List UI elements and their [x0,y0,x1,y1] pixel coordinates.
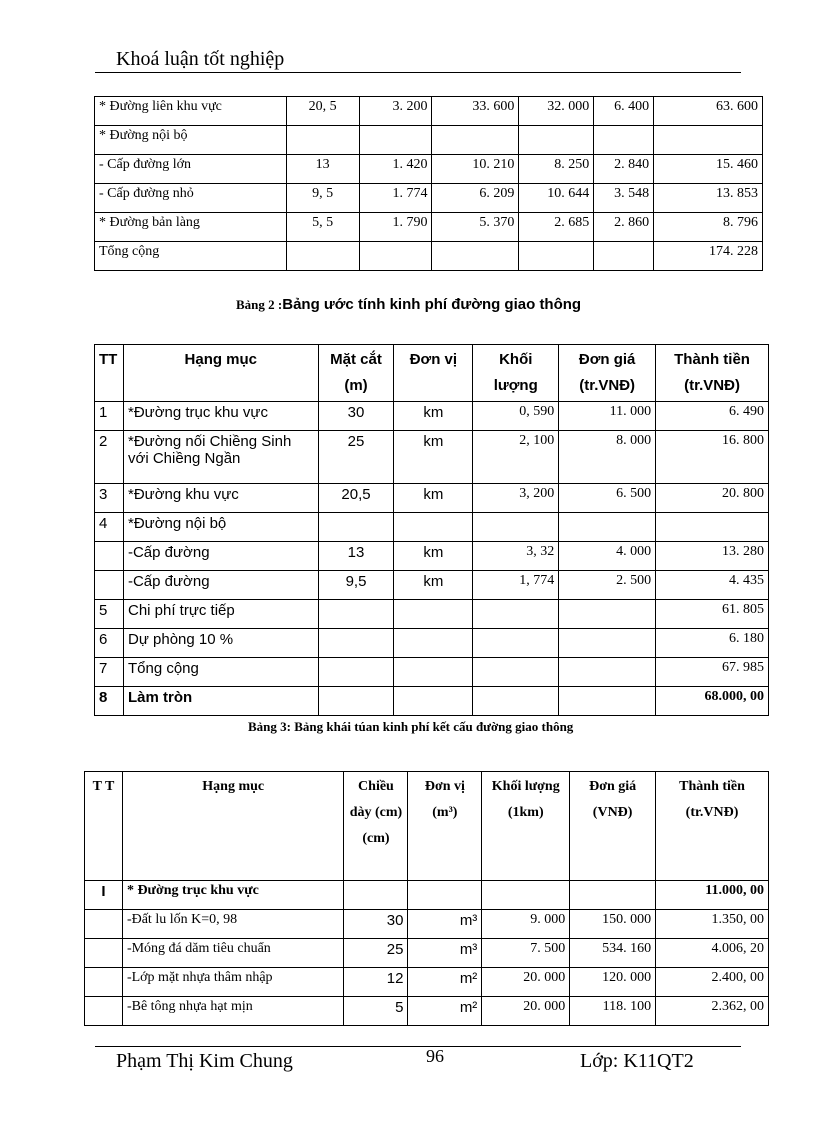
value-cell: 1. 420 [359,155,432,184]
footer-rule [95,1046,741,1047]
value-cell [408,881,482,910]
value-cell [559,513,656,542]
value-cell [559,658,656,687]
value-cell [394,629,473,658]
value-cell [394,600,473,629]
value-cell [594,126,654,155]
value-cell: 10. 644 [519,184,594,213]
value-cell: 120. 000 [570,968,656,997]
table-row [85,997,769,1026]
value-cell: 13. 280 [656,542,769,571]
column-header: Mặt cắt (m) [318,345,394,402]
value-cell: 20. 000 [482,997,570,1026]
value-cell [318,629,394,658]
value-cell: 9. 000 [482,910,570,939]
table-row [95,658,769,687]
item-name-cell: -Lớp mặt nhựa thâm nhập [122,968,344,997]
value-cell: km [394,542,473,571]
value-cell: 11.000, 00 [656,881,769,910]
value-cell: 2, 100 [473,431,559,484]
value-cell: 4 [95,513,124,542]
value-cell [344,881,408,910]
item-name-cell: *Đường nối Chiềng Sinh với Chiềng Ngần [123,431,318,484]
value-cell: 13. 853 [654,184,763,213]
value-cell: 10. 210 [432,155,519,184]
table-row [95,600,769,629]
item-name-cell: -Đất lu lốn K=0, 98 [122,910,344,939]
table-row [85,939,769,968]
value-cell [559,687,656,716]
value-cell: 25 [318,431,394,484]
value-cell: 2.362, 00 [656,997,769,1026]
column-header: Thành tiền (tr.VNĐ) [656,345,769,402]
table-row [95,402,769,431]
value-cell: 8. 250 [519,155,594,184]
value-cell: 118. 100 [570,997,656,1026]
table-row [95,687,769,716]
value-cell: 5 [344,997,408,1026]
value-cell: 3. 200 [359,97,432,126]
value-cell: 3, 200 [473,484,559,513]
value-cell: 63. 600 [654,97,763,126]
value-cell: 2. 685 [519,213,594,242]
value-cell [570,881,656,910]
item-name-cell: *Đường trục khu vực [123,402,318,431]
value-cell: 1, 774 [473,571,559,600]
value-cell [286,126,359,155]
column-header: Chiều dày (cm) (cm) [344,772,408,881]
column-header: T T [85,772,123,881]
table-row [95,431,769,484]
value-cell [318,687,394,716]
value-cell: 13 [286,155,359,184]
table-row [85,968,769,997]
item-name-cell: Chi phí trực tiếp [123,600,318,629]
column-header: Khối lượng (1km) [482,772,570,881]
table-row [95,513,769,542]
table-row [95,97,763,126]
value-cell [519,126,594,155]
item-name-cell: -Cấp đường [123,542,318,571]
value-cell: 6. 180 [656,629,769,658]
value-cell: 30 [344,910,408,939]
value-cell: 6. 490 [656,402,769,431]
page-number: 96 [426,1046,444,1066]
table-row [95,126,763,155]
value-cell: km [394,402,473,431]
value-cell [559,629,656,658]
value-cell: 33. 600 [432,97,519,126]
item-name-cell: *Đường khu vực [123,484,318,513]
column-header: Khối lượng [473,345,559,402]
value-cell [318,513,394,542]
value-cell: 1. 790 [359,213,432,242]
value-cell [656,513,769,542]
value-cell [95,542,124,571]
value-cell: 3, 32 [473,542,559,571]
value-cell [85,997,123,1026]
table-row [95,629,769,658]
value-cell: 61. 805 [656,600,769,629]
value-cell [394,658,473,687]
value-cell: 534. 160 [570,939,656,968]
value-cell [473,658,559,687]
value-cell: m³ [408,910,482,939]
value-cell: 2. 500 [559,571,656,600]
table-header-row [95,345,769,402]
table-row [95,571,769,600]
value-cell [473,687,559,716]
value-cell: I [85,881,123,910]
value-cell: 0, 590 [473,402,559,431]
row-label-cell: - Cấp đường lớn [95,155,287,184]
value-cell: 2.400, 00 [656,968,769,997]
value-cell: 20. 800 [656,484,769,513]
table3-caption: Bảng 3: Bảng khái túan kinh phí kết cấu đường giao thông [248,719,574,734]
value-cell: 7. 500 [482,939,570,968]
value-cell: km [394,431,473,484]
value-cell [85,910,123,939]
table2-caption: Bảng 2 :Bảng ước tính kinh phí đường giao thông [236,296,582,313]
item-name-cell: *Đường nội bộ [123,513,318,542]
value-cell [473,600,559,629]
value-cell [519,242,594,271]
footer-author: Phạm Thị Kim Chung [116,1050,293,1072]
value-cell [95,571,124,600]
value-cell: 1 [95,402,124,431]
value-cell: m³ [408,939,482,968]
value-cell: 6. 209 [432,184,519,213]
value-cell [359,126,432,155]
column-header: Đơn giá (tr.VNĐ) [559,345,656,402]
value-cell: 68.000, 00 [656,687,769,716]
road-cost-summary-table [94,96,763,271]
value-cell: 8 [95,687,124,716]
value-cell [473,513,559,542]
value-cell [432,242,519,271]
column-header: Thành tiền (tr.VNĐ) [656,772,769,881]
value-cell [85,939,123,968]
traffic-cost-estimate-table [94,344,769,716]
value-cell: 32. 000 [519,97,594,126]
value-cell: 4.006, 20 [656,939,769,968]
item-name-cell: -Cấp đường [123,571,318,600]
value-cell: 3 [95,484,124,513]
road-structure-cost-table [84,771,769,1026]
item-name-cell: -Bê tông nhựa hạt mịn [122,997,344,1026]
value-cell [654,126,763,155]
value-cell: 11. 000 [559,402,656,431]
value-cell: 12 [344,968,408,997]
value-cell: 1.350, 00 [656,910,769,939]
value-cell: 6. 500 [559,484,656,513]
footer-class: Lớp: K11QT2 [580,1050,694,1072]
value-cell: 20, 5 [286,97,359,126]
column-header: Đơn giá (VNĐ) [570,772,656,881]
value-cell: 150. 000 [570,910,656,939]
table-row [95,184,763,213]
value-cell: m² [408,997,482,1026]
column-header: Hạng mục [122,772,344,881]
item-name-cell: Dự phòng 10 % [123,629,318,658]
value-cell: 5, 5 [286,213,359,242]
value-cell [559,600,656,629]
value-cell: 1. 774 [359,184,432,213]
column-header: TT [95,345,124,402]
table-row [95,242,763,271]
value-cell: km [394,484,473,513]
value-cell: 13 [318,542,394,571]
item-name-cell: -Móng đá dăm tiêu chuẩn [122,939,344,968]
table-row [95,484,769,513]
value-cell: 67. 985 [656,658,769,687]
value-cell: m² [408,968,482,997]
value-cell: 20. 000 [482,968,570,997]
value-cell: 7 [95,658,124,687]
value-cell: 5. 370 [432,213,519,242]
column-header: Đơn vị [394,345,473,402]
row-label-cell: - Cấp đường nhỏ [95,184,287,213]
row-label-cell: * Đường nội bộ [95,126,287,155]
value-cell: 174. 228 [654,242,763,271]
value-cell: 30 [318,402,394,431]
table-row [85,910,769,939]
value-cell [473,629,559,658]
value-cell: 25 [344,939,408,968]
item-name-cell: * Đường trục khu vực [122,881,344,910]
value-cell: 5 [95,600,124,629]
value-cell [85,968,123,997]
value-cell: 15. 460 [654,155,763,184]
value-cell: km [394,571,473,600]
item-name-cell: Làm tròn [123,687,318,716]
column-header: Đơn vị (m³) [408,772,482,881]
value-cell: 9, 5 [286,184,359,213]
value-cell: 4. 435 [656,571,769,600]
table-row [85,881,769,910]
value-cell [394,687,473,716]
value-cell [318,600,394,629]
value-cell: 4. 000 [559,542,656,571]
value-cell: 8. 796 [654,213,763,242]
page-header-title: Khoá luận tốt nghiệp [116,48,285,70]
value-cell [394,513,473,542]
value-cell [318,658,394,687]
value-cell: 3. 548 [594,184,654,213]
value-cell [286,242,359,271]
value-cell: 8. 000 [559,431,656,484]
row-label-cell: Tổng cộng [95,242,287,271]
value-cell [594,242,654,271]
row-label-cell: * Đường liên khu vực [95,97,287,126]
value-cell: 2 [95,431,124,484]
value-cell: 6 [95,629,124,658]
value-cell: 2. 860 [594,213,654,242]
item-name-cell: Tổng cộng [123,658,318,687]
row-label-cell: * Đường bản làng [95,213,287,242]
value-cell [482,881,570,910]
table-row [95,213,763,242]
header-rule [95,72,741,73]
value-cell: 6. 400 [594,97,654,126]
table-header-row [85,772,769,881]
table-row [95,542,769,571]
value-cell [432,126,519,155]
value-cell [359,242,432,271]
value-cell: 16. 800 [656,431,769,484]
table-row [95,155,763,184]
value-cell: 9,5 [318,571,394,600]
value-cell: 2. 840 [594,155,654,184]
column-header: Hạng mục [123,345,318,402]
value-cell: 20,5 [318,484,394,513]
